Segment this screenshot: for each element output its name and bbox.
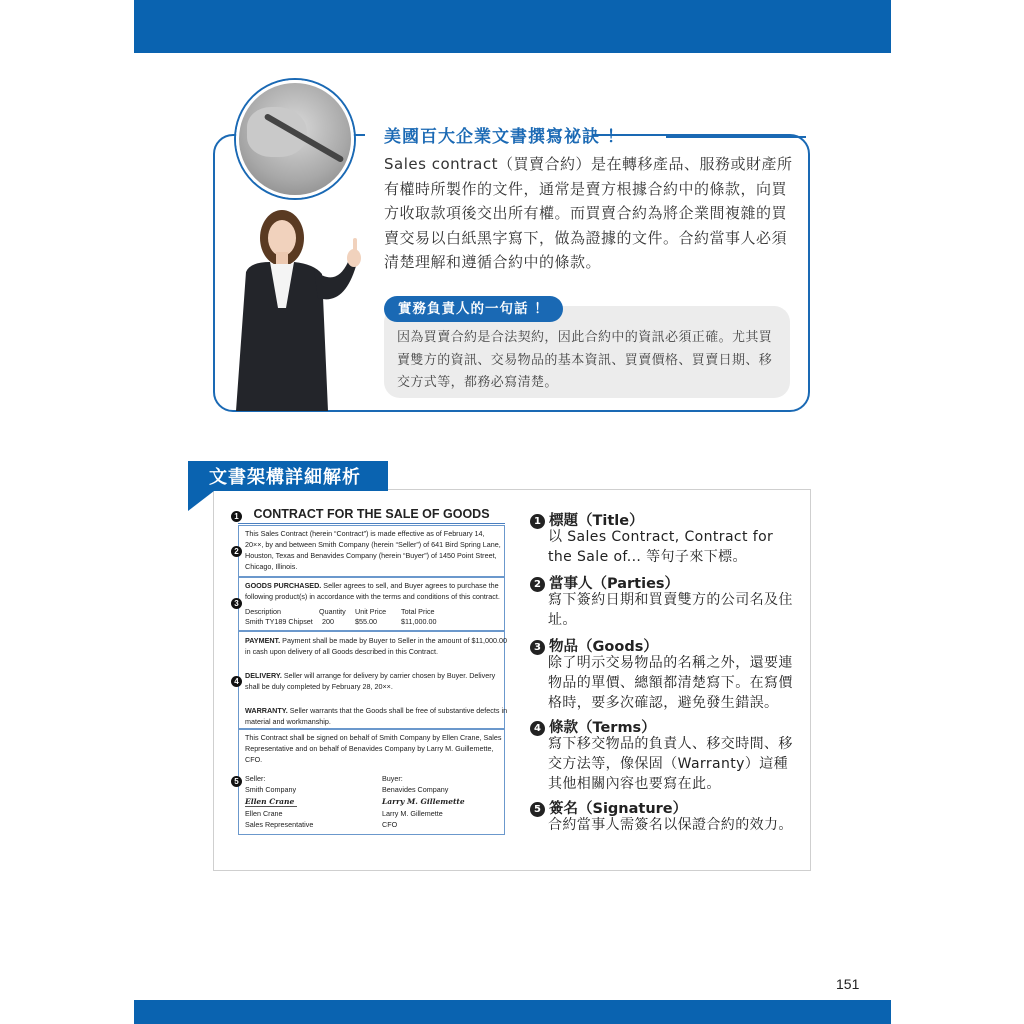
goods-table-header: Description	[245, 607, 281, 616]
page-number: 151	[836, 976, 860, 992]
buyer-name: Larry M. Gillemette	[382, 809, 443, 818]
payment-line: PAYMENT. Payment shall be made by Buyer to Seller in the amount of $11,000.00	[245, 636, 507, 645]
writing-hand-photo	[236, 80, 354, 198]
tip-title-rule	[666, 136, 806, 138]
parties-line: This Sales Contract (herein “Contract”) is made effective as of February 14,	[245, 529, 485, 538]
payment-line: in cash upon delivery of all Goods described in this Contract.	[245, 647, 438, 656]
explanation-heading-title: 1 標題（Title）	[530, 509, 644, 530]
businesswoman-illustration	[232, 208, 372, 411]
contract-title: CONTRACT FOR THE SALE OF GOODS	[253, 507, 490, 521]
warranty-line: material and workmanship.	[245, 717, 331, 726]
explanation-body-title: 以 Sales Contract, Contract for the Sale of... 等句子來下標。	[548, 529, 774, 565]
goods-line: GOODS PURCHASED. Seller agrees to sell, and Buyer agrees to purchase the	[245, 581, 499, 590]
explanation-body-terms: 寫下移交物品的負責人、移交時間、移交方法等，像保固（Warranty）這種其他相關內容也要寫在此。	[548, 736, 793, 792]
delivery-line: shall be duly completed by February 28, 20××.	[245, 682, 393, 691]
parties-line: Chicago, Illinois.	[245, 562, 298, 571]
explanation-body-goods: 除了明示交易物品的名稱之外，還要連物品的單價、總額都清楚寫下。在寫價格時，要多次確認，避免發生錯誤。	[548, 655, 793, 711]
goods-table-cell: Smith TY189 Chipset	[245, 617, 313, 626]
note-label: 實務負責人的一句話 ！	[384, 296, 563, 322]
sign-line: CFO.	[245, 755, 263, 764]
warranty-line: WARRANTY. Seller warrants that the Goods shall be free of substantive defects in	[245, 706, 508, 715]
seller-signature: Ellen Crane	[245, 797, 295, 806]
bottom-color-band	[134, 1000, 891, 1024]
note-text: 因為買賣合約是合法契約，因此合約中的資訊必須正確。尤其買賣雙方的資訊、交易物品的基本資訊、買賣價格、買賣日期、移交方式等，都務必寫清楚。	[397, 330, 773, 390]
explanation-heading-terms: 4 條款（Terms）	[530, 716, 656, 737]
sign-line: This Contract shall be signed on behalf of Smith Company by Ellen Crane, Sales	[245, 733, 502, 742]
buyer-role: CFO	[382, 820, 398, 829]
contract-title-rule	[238, 523, 505, 524]
sign-line: Representative and on behalf of Benavides Company by Larry M. Guillemette,	[245, 744, 494, 753]
contract-marker-2: 2	[231, 546, 242, 557]
contract-marker-4: 4	[231, 676, 242, 687]
explanation-heading-signature: 5 簽名（Signature）	[530, 797, 687, 818]
explanation-body-signature: 合約當事人需簽名以保證合約的效力。	[548, 817, 793, 833]
buyer-signature: Larry M. Gillemette	[382, 797, 465, 806]
tip-title: 美國百大企業文書撰寫祕訣 ！	[384, 127, 625, 147]
goods-table-header: Unit Price	[355, 607, 387, 616]
top-color-band	[134, 0, 891, 53]
contract-marker-3: 3	[231, 598, 242, 609]
seller-signature-rule	[245, 806, 297, 807]
seller-name: Ellen Crane	[245, 809, 283, 818]
seller-label: Seller:	[245, 774, 266, 783]
seller-company: Smith Company	[245, 785, 297, 794]
seller-role: Sales Representative	[245, 820, 314, 829]
contract-marker-5: 5	[231, 776, 242, 787]
parties-line: 20××, by and between Smith Company (herein “Seller”) of 641 Bird Spring Lane,	[245, 540, 501, 549]
explanation-heading-goods: 3 物品（Goods）	[530, 635, 658, 656]
goods-table-cell: $55.00	[355, 617, 377, 626]
contract-marker-1: 1	[231, 511, 242, 522]
goods-table-cell: $11,000.00	[401, 617, 437, 626]
buyer-company: Benavides Company	[382, 785, 449, 794]
goods-line: following product(s) in accordance with the terms and conditions of this contract.	[245, 592, 500, 601]
parties-line: Houston, Texas and Benavides Company (herein “Buyer”) of 1450 Point Street,	[245, 551, 497, 560]
section-title: 文書架構詳細解析	[209, 467, 361, 488]
delivery-line: DELIVERY. Seller will arrange for delivery by carrier chosen by Buyer. Delivery	[245, 671, 496, 680]
contract-sample	[238, 507, 508, 835]
goods-table-header: Total Price	[401, 607, 435, 616]
explanation-heading-parties: 2 當事人（Parties）	[530, 572, 679, 593]
goods-table-header: Quantity	[319, 607, 346, 616]
goods-table-cell: 200	[322, 617, 334, 626]
buyer-label: Buyer:	[382, 774, 403, 783]
explanation-body-parties: 寫下簽約日期和買賣雙方的公司名及住址。	[548, 592, 793, 628]
tip-text: Sales contract（買賣合約）是在轉移產品、服務或財產所有權時所製作的文件，通常是賣方根據合約中的條款，向買方收取款項後交出所有權。而買賣合約為將企業間複雜的買賣交易以白紙黑字寫下，做為證據的文件。合約當事人必須清楚理解和遵循合約中的條款。	[384, 155, 793, 271]
